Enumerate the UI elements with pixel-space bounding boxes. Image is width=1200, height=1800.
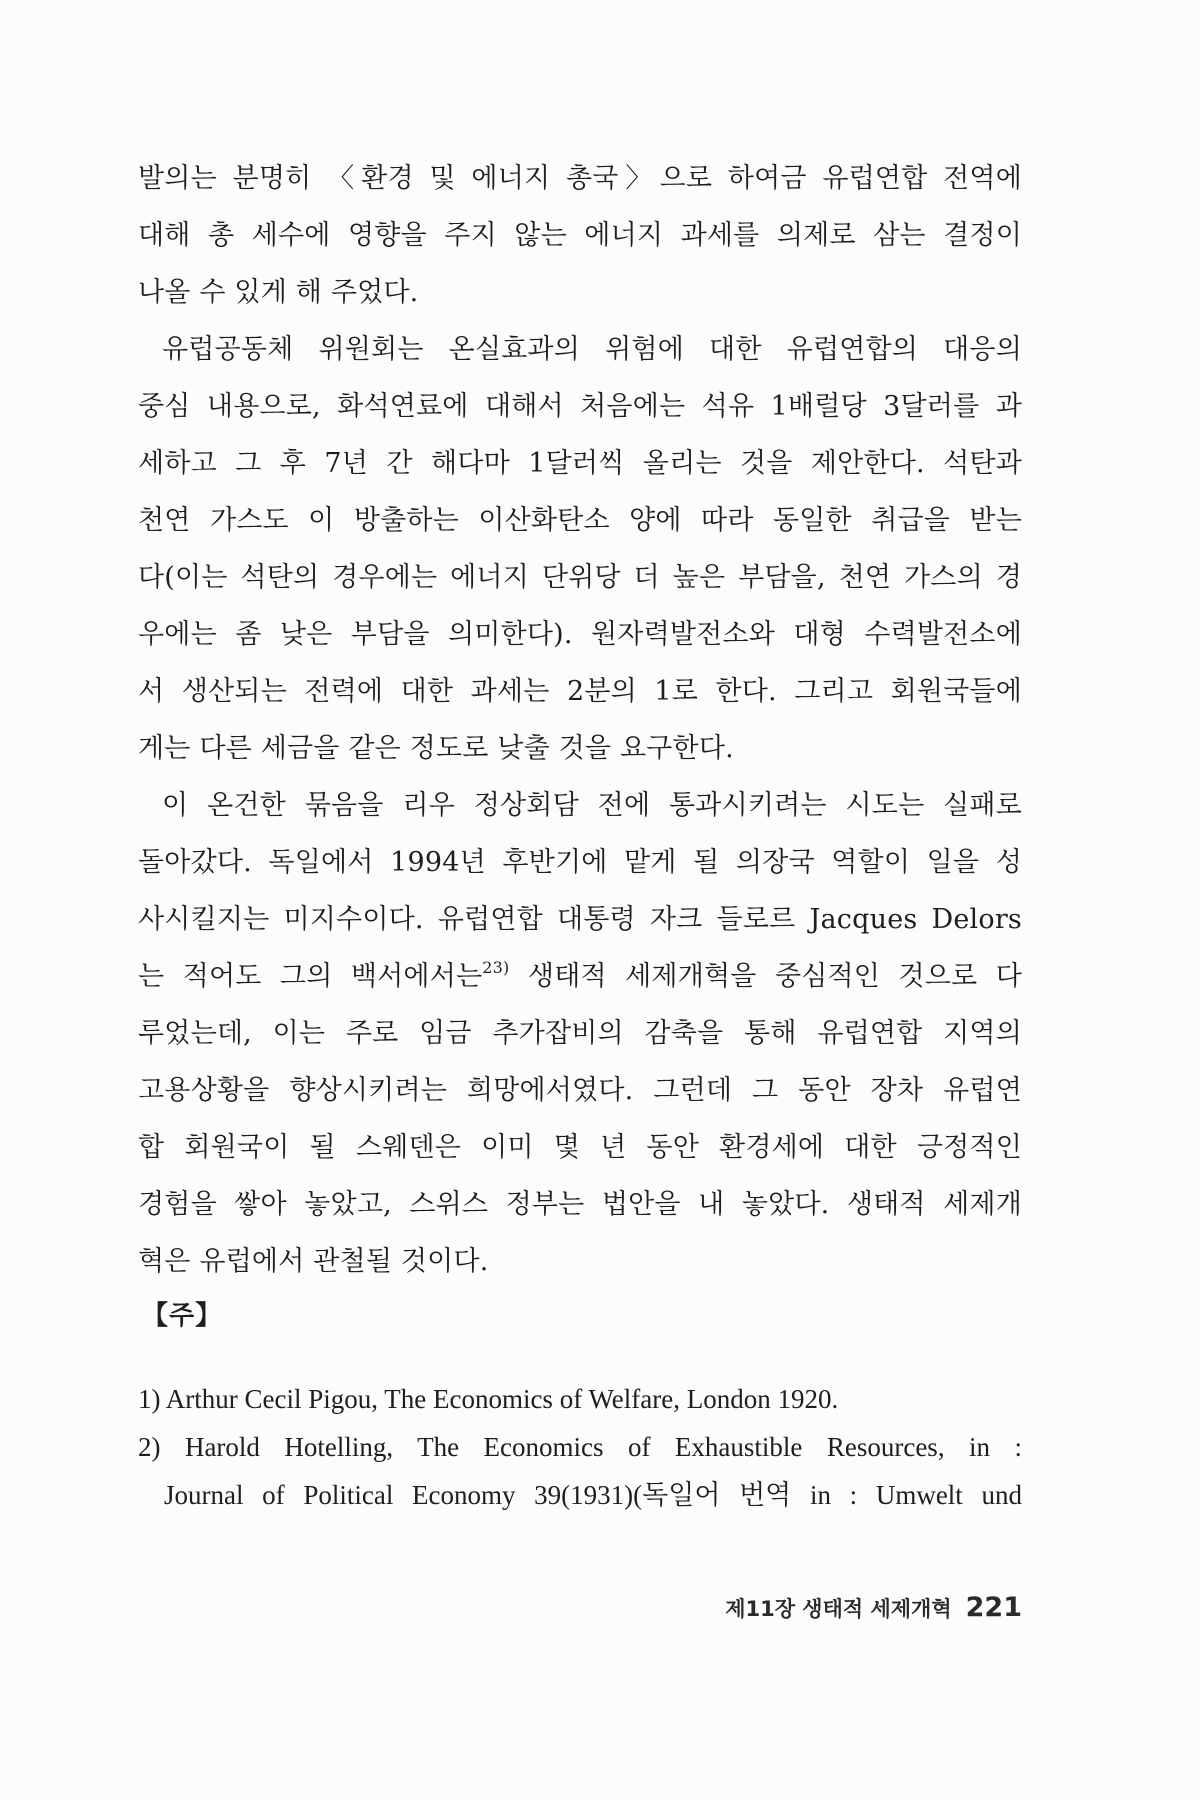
text-line: 다(이는 석탄의 경우에는 에너지 단위당 더 높은 부담을, 천연 가스의 경 <box>138 562 1022 593</box>
notes-list <box>138 1375 1022 1519</box>
text-line: 발의는 분명히 〈환경 및 에너지 총국〉으로 하여금 유럽연합 전역에 <box>138 163 1022 194</box>
running-chapter-title: 제11장 생태적 세제개혁 <box>725 1597 952 1621</box>
text-line: 합 회원국이 될 스웨덴은 이미 몇 년 동안 환경세에 대한 긍정적인 <box>138 1132 1022 1163</box>
text-line: 고용상황을 향상시키려는 희망에서였다. 그런데 그 동안 장차 유럽연 <box>138 1075 1022 1106</box>
text-line-with-footnote <box>138 948 1022 1005</box>
text-line: 사시킬지는 미지수이다. 유럽연합 대통령 자크 들로르 Jacques Delors <box>138 904 1022 935</box>
text-line: 이 온건한 묶음을 리우 정상회담 전에 통과시키려는 시도는 실패로 <box>162 790 1022 821</box>
text-line: 유럽공동체 위원회는 온실효과의 위험에 대한 유럽연합의 대응의 <box>162 334 1022 365</box>
text-line: 혁은 유럽에서 관철될 것이다. <box>138 1246 489 1277</box>
text-line: 우에는 좀 낮은 부담을 의미한다). 원자력발전소와 대형 수력발전소에 <box>138 619 1022 650</box>
text-segment: 생태적 세제개혁을 중심적인 것으로 다 <box>527 961 1022 992</box>
note-item: 2) Harold Hotelling, The Economics of Exhaustible Resources, in : <box>138 1432 1022 1462</box>
text-line: 돌아갔다. 독일에서 1994년 후반기에 맡게 될 의장국 역할이 일을 성 <box>138 847 1022 878</box>
page-footer <box>725 1592 1022 1623</box>
text-line: 세하고 그 후 7년 간 해다마 1달러씩 올리는 것을 제안한다. 석탄과 <box>138 448 1022 479</box>
body-text <box>138 150 1022 1290</box>
page-number: 221 <box>965 1592 1022 1623</box>
text-line: 서 생산되는 전력에 대한 과세는 2분의 1로 한다. 그리고 회원국들에 <box>138 676 1022 707</box>
footnote-ref[interactable]: 23) <box>482 958 510 977</box>
notes-heading: 【주】 <box>142 1301 223 1331</box>
text-segment: 는 적어도 그의 백서에서는 <box>138 961 483 992</box>
text-line: 대해 총 세수에 영향을 주지 않는 에너지 과세를 의제로 삼는 결정이 <box>138 220 1022 251</box>
text-line: 루었는데, 이는 주로 임금 추가잡비의 감축을 통해 유럽연합 지역의 <box>138 1018 1022 1049</box>
text-line: 천연 가스도 이 방출하는 이산화탄소 양에 따라 동일한 취급을 받는 <box>138 505 1022 536</box>
text-line: 게는 다른 세금을 같은 정도로 낮출 것을 요구한다. <box>138 733 734 764</box>
note-item-continuation: Journal of Political Economy 39(1931)(독일어 번역 in : Umwelt und <box>164 1480 1022 1510</box>
text-line: 경험을 쌓아 놓았고, 스위스 정부는 법안을 내 놓았다. 생태적 세제개 <box>138 1189 1022 1220</box>
text-line: 나올 수 있게 해 주었다. <box>138 277 419 308</box>
text-line: 중심 내용으로, 화석연료에 대해서 처음에는 석유 1배럴당 3달러를 과 <box>138 391 1022 422</box>
note-item: 1) Arthur Cecil Pigou, The Economics of Welfare, London 1920. <box>138 1384 839 1414</box>
